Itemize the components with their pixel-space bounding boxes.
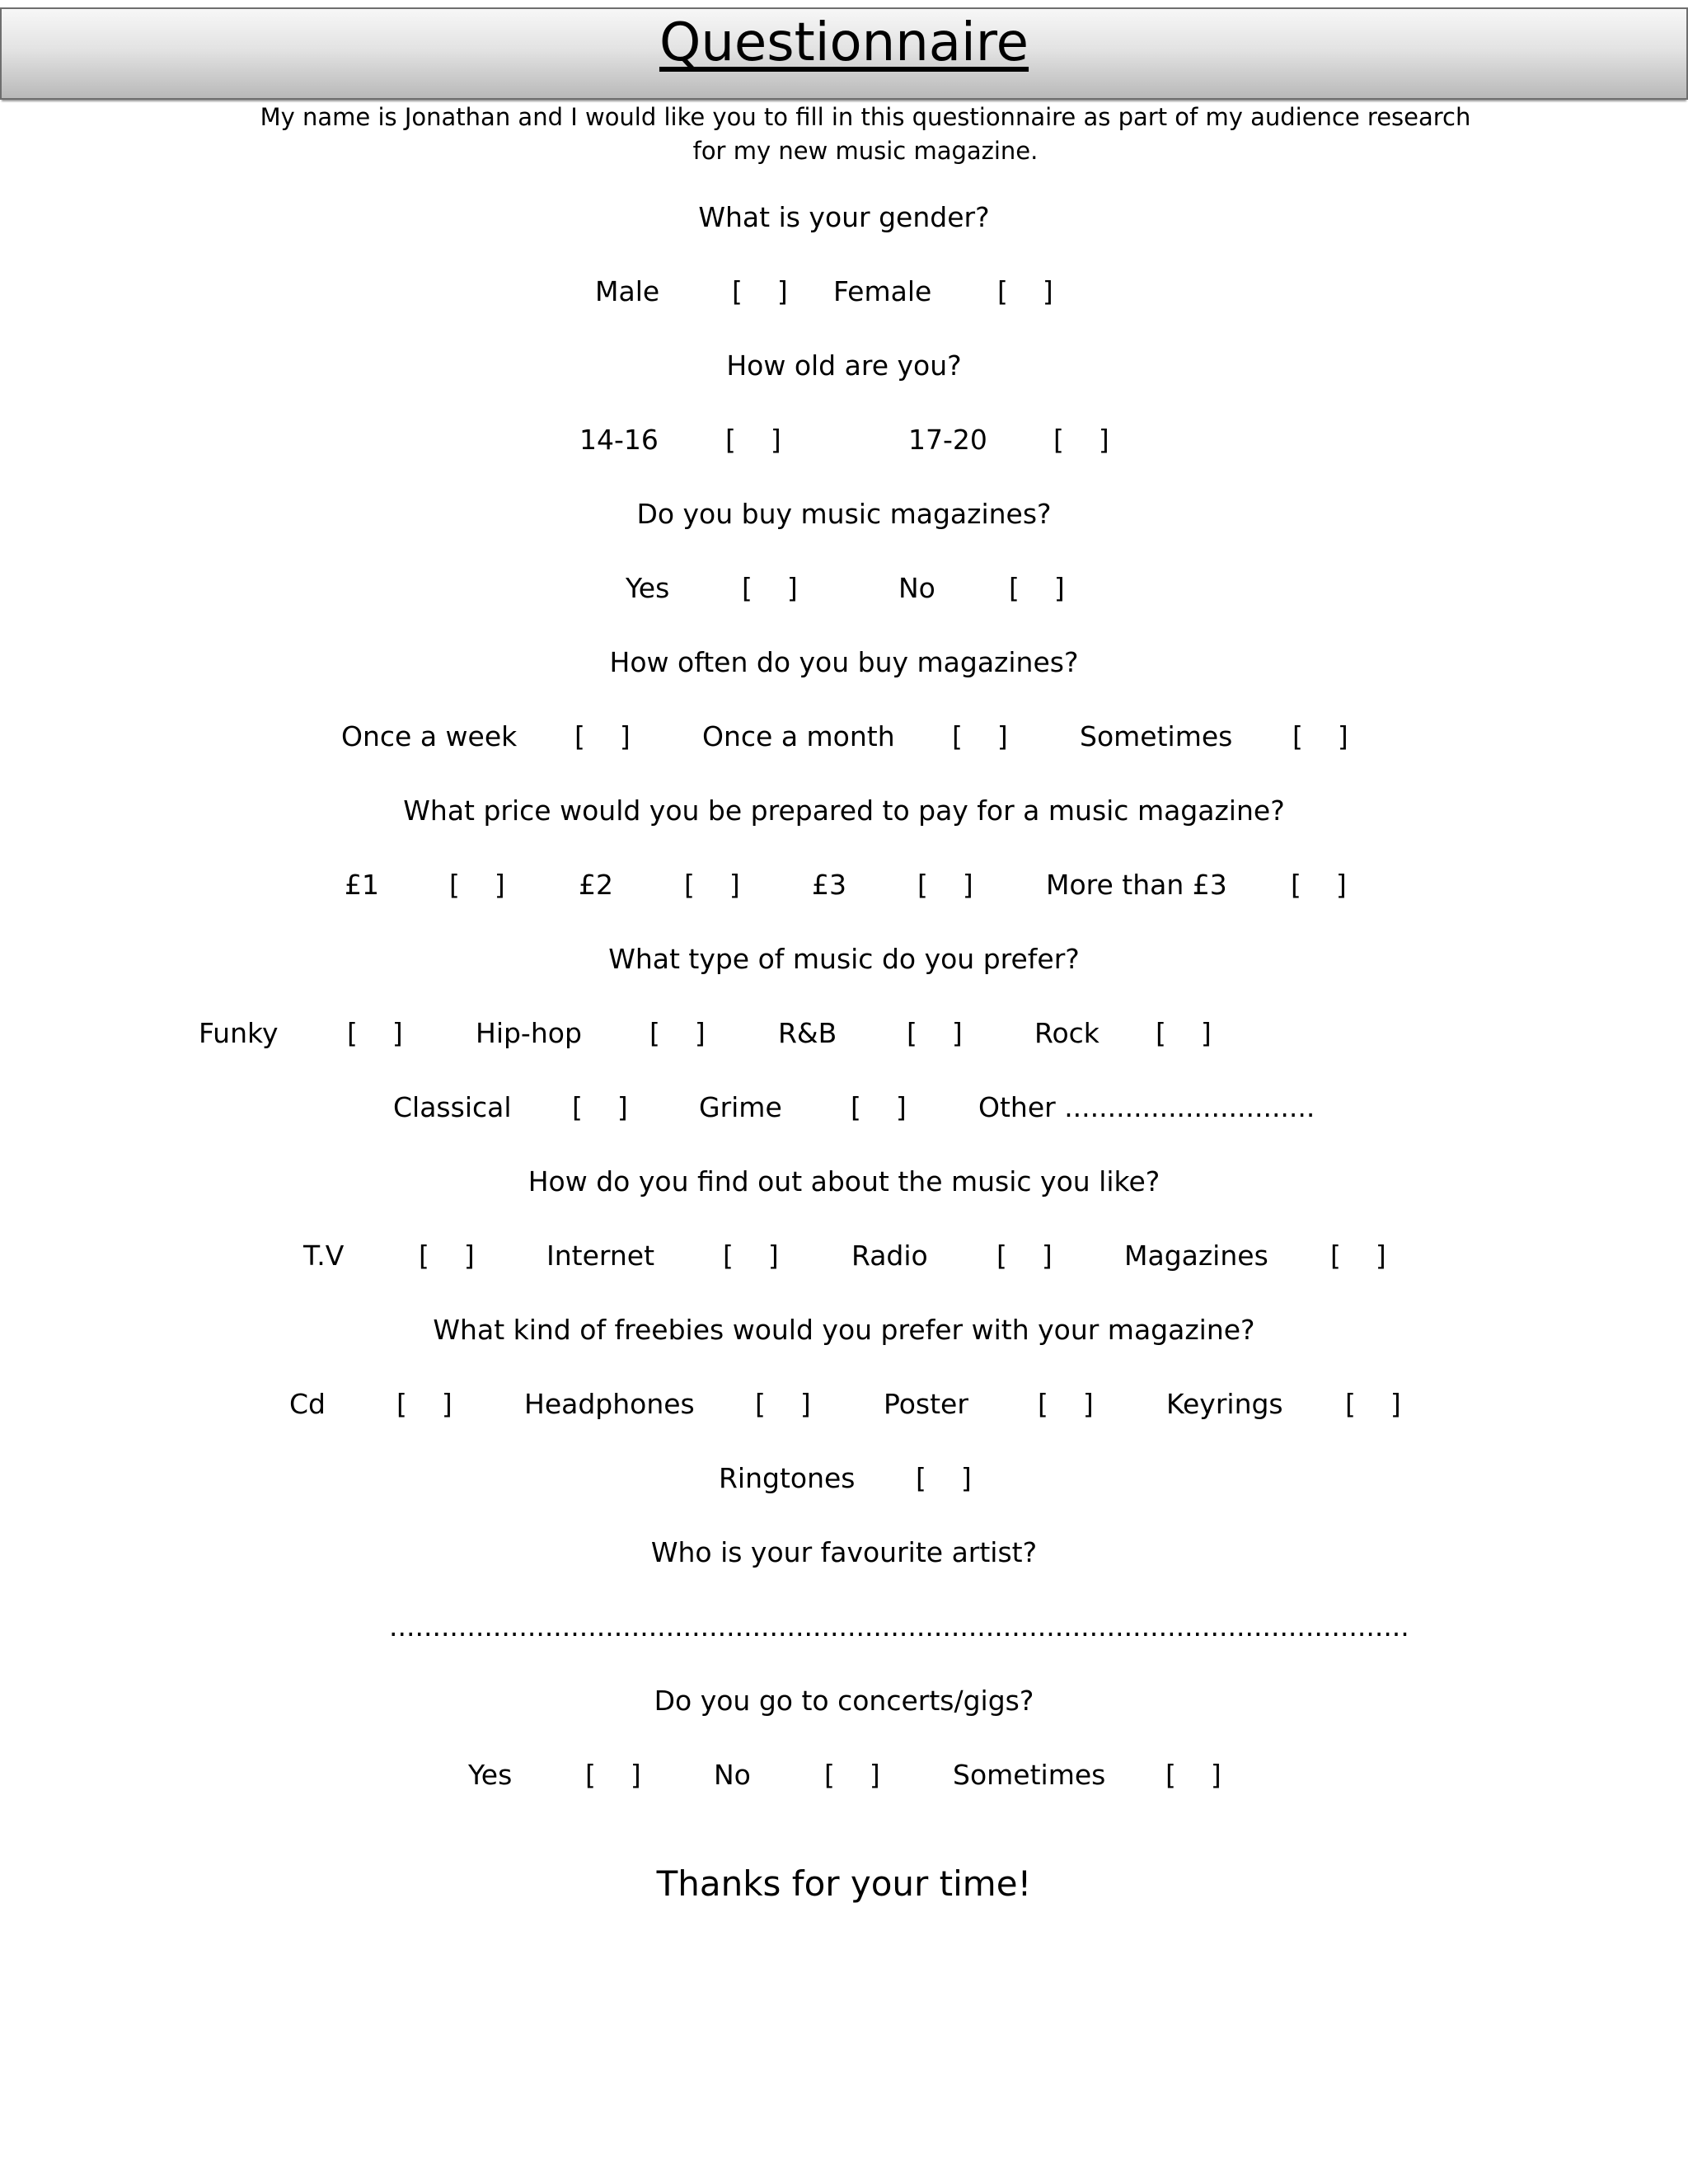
question-concerts: Do you go to concerts/gigs? <box>654 1685 1034 1717</box>
checkbox-male[interactable]: [ ] <box>732 275 788 307</box>
option-magazines: Magazines <box>1124 1240 1268 1272</box>
option-rnb: R&B <box>778 1017 837 1049</box>
answer-line-artist[interactable]: ...................................................................................................................... <box>389 1610 1409 1643</box>
checkbox-once-a-week[interactable]: [ ] <box>574 720 631 752</box>
option-concerts-yes: Yes <box>468 1759 513 1791</box>
option-rock: Rock <box>1034 1017 1100 1049</box>
option-classical: Classical <box>393 1091 512 1123</box>
option-price-2: £2 <box>579 869 613 901</box>
option-17-20: 17-20 <box>908 424 987 456</box>
option-concerts-sometimes: Sometimes <box>953 1759 1106 1791</box>
option-price-more: More than £3 <box>1046 869 1227 901</box>
checkbox-rock[interactable]: [ ] <box>1156 1017 1212 1049</box>
question-favourite-artist: Who is your favourite artist? <box>650 1536 1038 1568</box>
option-once-a-month: Once a month <box>702 720 895 752</box>
question-buy-magazines: Do you buy music magazines? <box>636 498 1052 530</box>
checkbox-price-2[interactable]: [ ] <box>684 869 740 901</box>
checkbox-yes[interactable]: [ ] <box>742 572 798 604</box>
option-14-16: 14-16 <box>579 424 659 456</box>
option-internet: Internet <box>546 1240 655 1272</box>
checkbox-hip-hop[interactable]: [ ] <box>649 1017 706 1049</box>
checkbox-funky[interactable]: [ ] <box>347 1017 403 1049</box>
option-poster: Poster <box>884 1388 968 1420</box>
option-grime: Grime <box>699 1091 782 1123</box>
checkbox-radio[interactable]: [ ] <box>996 1240 1053 1272</box>
checkbox-once-a-month[interactable]: [ ] <box>952 720 1008 752</box>
question-gender: What is your gender? <box>698 201 990 233</box>
checkbox-price-3[interactable]: [ ] <box>917 869 973 901</box>
checkbox-rnb[interactable]: [ ] <box>907 1017 963 1049</box>
checkbox-headphones[interactable]: [ ] <box>755 1388 811 1420</box>
option-sometimes: Sometimes <box>1080 720 1233 752</box>
option-concerts-no: No <box>714 1759 751 1791</box>
option-other[interactable]: Other ............................. <box>978 1091 1315 1123</box>
checkbox-concerts-sometimes[interactable]: [ ] <box>1165 1759 1221 1791</box>
question-find-music: How do you find out about the music you like? <box>528 1165 1160 1197</box>
option-price-3: £3 <box>812 869 846 901</box>
checkbox-magazines[interactable]: [ ] <box>1330 1240 1386 1272</box>
option-radio: Radio <box>851 1240 928 1272</box>
checkbox-internet[interactable]: [ ] <box>723 1240 779 1272</box>
option-hip-hop: Hip-hop <box>476 1017 582 1049</box>
question-music-type: What type of music do you prefer? <box>608 943 1080 975</box>
option-keyrings: Keyrings <box>1166 1388 1283 1420</box>
thanks-text: Thanks for your time! <box>656 1863 1032 1904</box>
checkbox-tv[interactable]: [ ] <box>419 1240 475 1272</box>
option-headphones: Headphones <box>524 1388 695 1420</box>
checkbox-concerts-yes[interactable]: [ ] <box>585 1759 641 1791</box>
page-title: Questionnaire <box>659 12 1029 73</box>
question-freebies: What kind of freebies would you prefer with your magazine? <box>433 1314 1255 1346</box>
option-tv: T.V <box>303 1240 345 1272</box>
checkbox-ringtones[interactable]: [ ] <box>916 1462 972 1494</box>
intro-text: My name is Jonathan and I would like you to fill in this questionnaire as part of my audience research for my new music magazine. <box>260 103 1471 165</box>
option-once-a-week: Once a week <box>341 720 518 752</box>
checkbox-14-16[interactable]: [ ] <box>725 424 781 456</box>
checkbox-price-more[interactable]: [ ] <box>1291 869 1347 901</box>
checkbox-17-20[interactable]: [ ] <box>1053 424 1109 456</box>
option-funky: Funky <box>199 1017 279 1049</box>
question-price: What price would you be prepared to pay for a music magazine? <box>403 794 1285 827</box>
checkbox-female[interactable]: [ ] <box>997 275 1053 307</box>
checkbox-sometimes[interactable]: [ ] <box>1292 720 1348 752</box>
checkbox-keyrings[interactable]: [ ] <box>1345 1388 1401 1420</box>
option-no: No <box>898 572 935 604</box>
option-female: Female <box>833 275 932 307</box>
checkbox-poster[interactable]: [ ] <box>1038 1388 1094 1420</box>
checkbox-no[interactable]: [ ] <box>1009 572 1065 604</box>
option-yes: Yes <box>626 572 670 604</box>
checkbox-cd[interactable]: [ ] <box>396 1388 452 1420</box>
option-male: Male <box>595 275 660 307</box>
question-how-often: How often do you buy magazines? <box>609 646 1079 678</box>
question-age: How old are you? <box>726 349 962 382</box>
checkbox-grime[interactable]: [ ] <box>851 1091 907 1123</box>
option-ringtones: Ringtones <box>719 1462 856 1494</box>
checkbox-classical[interactable]: [ ] <box>572 1091 628 1123</box>
option-cd: Cd <box>289 1388 326 1420</box>
checkbox-concerts-no[interactable]: [ ] <box>824 1759 880 1791</box>
option-price-1: £1 <box>345 869 379 901</box>
checkbox-price-1[interactable]: [ ] <box>449 869 505 901</box>
